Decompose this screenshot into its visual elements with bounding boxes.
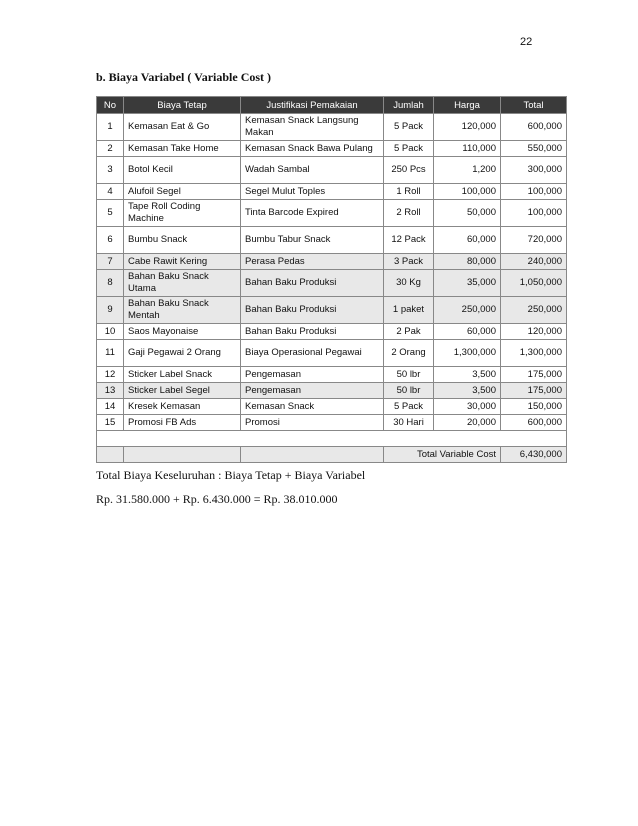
table-row [97,184,567,200]
variable-cost-table-container [96,96,566,463]
cell-qty: 3 Pack [384,254,434,270]
header-price: Harga [434,97,501,114]
table-row [97,114,567,141]
cell-item: Alufoil Segel [124,184,241,200]
summary-formula: Total Biaya Keseluruhan : Biaya Tetap + Biaya Variabel [96,468,366,482]
variable-cost-table [96,96,567,463]
cell-no: 7 [97,254,124,270]
cell-price: 1,300,000 [434,340,501,367]
table-row [97,254,567,270]
table-total-row [97,447,567,463]
cell-no: 14 [97,399,124,415]
header-justification: Justifikasi Pemakaian [241,97,384,114]
cell-justification: Kemasan Snack [241,399,384,415]
cell-total: 240,000 [501,254,567,270]
cell-no: 15 [97,415,124,431]
cell-no: 11 [97,340,124,367]
cell-justification: Bahan Baku Produksi [241,297,384,324]
cell-item: Kresek Kemasan [124,399,241,415]
cell-item: Botol Kecil [124,157,241,184]
cell-qty: 2 Roll [384,200,434,227]
cell-justification: Pengemasan [241,383,384,399]
cell-justification: Bahan Baku Produksi [241,324,384,340]
cell-price: 3,500 [434,383,501,399]
cell-total: 120,000 [501,324,567,340]
cell-total: 150,000 [501,399,567,415]
cell-justification: Biaya Operasional Pegawai [241,340,384,367]
cell-item: Gaji Pegawai 2 Orang [124,340,241,367]
cell-qty: 5 Pack [384,399,434,415]
header-qty: Jumlah [384,97,434,114]
cell-price: 3,500 [434,367,501,383]
cell-justification: Wadah Sambal [241,157,384,184]
cell-total: 600,000 [501,114,567,141]
cell-total: 175,000 [501,367,567,383]
cell-justification: Segel Mulut Toples [241,184,384,200]
table-row [97,415,567,431]
cell-price: 120,000 [434,114,501,141]
table-row [97,200,567,227]
section-heading: b. Biaya Variabel ( Variable Cost ) [96,70,272,84]
cell-qty: 50 lbr [384,367,434,383]
cell-item: Bahan Baku Snack Utama [124,270,241,297]
table-row [97,270,567,297]
cell-no: 12 [97,367,124,383]
cell-qty: 30 Kg [384,270,434,297]
cell-item: Tape Roll Coding Machine [124,200,241,227]
cell-price: 50,000 [434,200,501,227]
cell-item: Promosi FB Ads [124,415,241,431]
total-empty-cell [241,447,384,463]
cell-total: 550,000 [501,141,567,157]
cell-qty: 5 Pack [384,141,434,157]
header-item: Biaya Tetap [124,97,241,114]
cell-justification: Promosi [241,415,384,431]
table-blank-row [97,431,567,447]
cell-justification: Tinta Barcode Expired [241,200,384,227]
cell-price: 20,000 [434,415,501,431]
cell-qty: 1 Roll [384,184,434,200]
total-empty-cell [97,447,124,463]
cell-total: 175,000 [501,383,567,399]
cell-no: 4 [97,184,124,200]
cell-qty: 12 Pack [384,227,434,254]
cell-total: 600,000 [501,415,567,431]
header-no: No [97,97,124,114]
table-row [97,297,567,324]
cell-total: 720,000 [501,227,567,254]
cell-justification: Bahan Baku Produksi [241,270,384,297]
cell-total: 300,000 [501,157,567,184]
table-row [97,340,567,367]
cell-item: Saos Mayonaise [124,324,241,340]
cell-item: Kemasan Take Home [124,141,241,157]
cell-qty: 30 Hari [384,415,434,431]
cell-qty: 1 paket [384,297,434,324]
cell-no: 5 [97,200,124,227]
cell-no: 9 [97,297,124,324]
cell-total: 1,050,000 [501,270,567,297]
cell-total: 100,000 [501,184,567,200]
table-row [97,157,567,184]
cell-price: 30,000 [434,399,501,415]
table-row [97,324,567,340]
cell-qty: 2 Orang [384,340,434,367]
cell-no: 8 [97,270,124,297]
table-row [97,383,567,399]
cell-justification: Bumbu Tabur Snack [241,227,384,254]
cell-item: Kemasan Eat & Go [124,114,241,141]
cell-qty: 250 Pcs [384,157,434,184]
cell-price: 35,000 [434,270,501,297]
cell-price: 1,200 [434,157,501,184]
cell-price: 60,000 [434,227,501,254]
cell-justification: Kemasan Snack Langsung Makan [241,114,384,141]
cell-justification: Kemasan Snack Bawa Pulang [241,141,384,157]
cell-price: 250,000 [434,297,501,324]
cell-total: 1,300,000 [501,340,567,367]
table-row [97,227,567,254]
cell-price: 60,000 [434,324,501,340]
page-number: 22 [520,36,533,48]
cell-item: Cabe Rawit Kering [124,254,241,270]
cell-qty: 5 Pack [384,114,434,141]
cell-total: 100,000 [501,200,567,227]
cell-justification: Perasa Pedas [241,254,384,270]
cell-no: 1 [97,114,124,141]
total-label: Total Variable Cost [384,447,501,463]
cell-item: Bumbu Snack [124,227,241,254]
table-body [97,114,567,431]
table-row [97,399,567,415]
cell-price: 100,000 [434,184,501,200]
table-row [97,141,567,157]
table-row [97,367,567,383]
cell-item: Sticker Label Segel [124,383,241,399]
summary-calculation: Rp. 31.580.000 + Rp. 6.430.000 = Rp. 38.010.000 [96,492,338,506]
cell-qty: 50 lbr [384,383,434,399]
blank-cell [97,431,567,447]
cell-qty: 2 Pak [384,324,434,340]
cell-no: 6 [97,227,124,254]
cell-price: 110,000 [434,141,501,157]
cell-item: Bahan Baku Snack Mentah [124,297,241,324]
total-value: 6,430,000 [501,447,567,463]
cell-price: 80,000 [434,254,501,270]
cell-no: 10 [97,324,124,340]
cell-no: 2 [97,141,124,157]
cell-no: 3 [97,157,124,184]
cell-justification: Pengemasan [241,367,384,383]
header-total: Total [501,97,567,114]
cell-item: Sticker Label Snack [124,367,241,383]
total-empty-cell [124,447,241,463]
cell-total: 250,000 [501,297,567,324]
cell-no: 13 [97,383,124,399]
table-header-row [97,97,567,114]
